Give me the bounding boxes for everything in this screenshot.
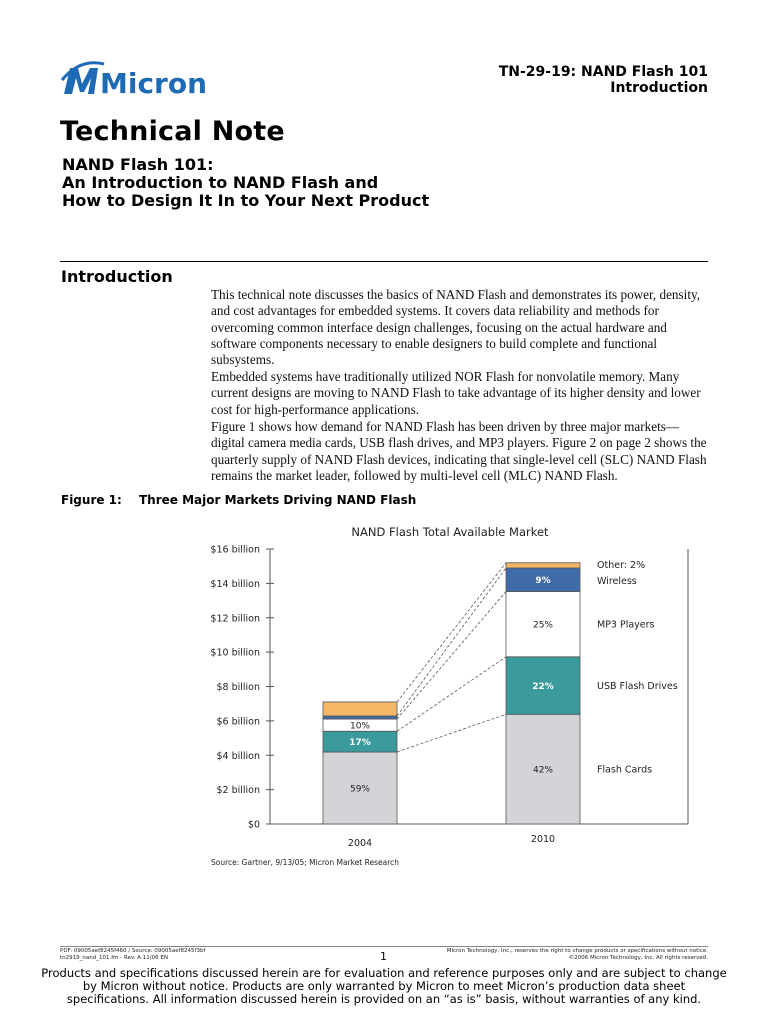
legend-label: Flash Cards: [597, 764, 653, 776]
paragraph-1: This technical note discusses the basics of NAND Flash and demonstrates its power, density, and cost advantages for embedded systems. It covers data reliability and methods for overcoming common interface design challenges, focusing on the actual hardware and software components necessary to enable designers to build complete and functional subsystems.: [211, 287, 701, 368]
bar-segment: [323, 716, 397, 719]
bar-segment: [323, 702, 397, 716]
figure-label: Figure 1:: [61, 493, 122, 507]
disclaimer: Products and specifications discussed herein are for evaluation and reference purposes only and are subject to change by Micron without notice. Products are only warranted by Micron to meet Micron’s production data sheet specifications. All information discussed herein is provided on an “as is” basis, without warranties of any kind.: [41, 966, 727, 1006]
data-label: 25%: [532, 620, 554, 631]
y-tick-label: $4 billion: [216, 750, 260, 762]
footer-left-line-2: tn2919_nand_101.fm - Rev. A 11/06 EN: [60, 955, 168, 961]
connector-line: [397, 563, 506, 702]
legend-label: MP3 Players: [597, 619, 655, 631]
footer-right-line-1: Micron Technology, Inc., reserves the right to change products or specifications without notice.: [446, 948, 708, 954]
legend-label: USB Flash Drives: [597, 681, 678, 693]
micron-logo: [60, 56, 210, 100]
figure-source: Source: Gartner, 9/13/05; Micron Market Research: [211, 858, 400, 867]
data-label: 22%: [532, 682, 554, 693]
connector-line: [397, 591, 506, 719]
subtitle-line-3: How to Design It In to Your Next Product: [62, 191, 430, 210]
y-tick-label: $16 billion: [210, 544, 260, 556]
header-right: [499, 64, 708, 96]
data-label: 9%: [535, 576, 551, 587]
y-tick-label: $2 billion: [216, 785, 260, 797]
paragraph-2: Embedded systems have traditionally utilized NOR Flash for nonvolatile memory. Many current designs are moving to NAND Flash to take advantage of its higher density and lower cost for high-performance applications.: [211, 369, 701, 417]
page-number: 1: [380, 950, 387, 963]
footer-right-line-2: ©2006 Micron Technology, Inc. All rights reserved.: [568, 955, 708, 961]
bar-segment: [506, 563, 580, 568]
page-title: Technical Note: [60, 116, 285, 147]
footer-left-line-1: PDF: 09005aef8245f460 / Source: 09005aef8245f3bf: [60, 948, 206, 954]
legend-label: Wireless: [597, 576, 637, 588]
x-tick-label: 2010: [530, 834, 556, 845]
chart-svg: [200, 520, 700, 860]
chart-title: NAND Flash Total Available Market: [351, 525, 549, 539]
doc-id: TN-29-19: NAND Flash 101: [498, 64, 708, 80]
y-tick-label: $10 billion: [210, 647, 260, 659]
footer-divider: [60, 946, 708, 947]
y-tick-label: $6 billion: [216, 716, 260, 728]
y-tick-label: $12 billion: [210, 613, 260, 625]
section-heading: Introduction: [61, 267, 173, 286]
data-label: 17%: [349, 738, 371, 749]
figure-title: Three Major Markets Driving NAND Flash: [139, 493, 417, 507]
x-tick-label: 2004: [347, 838, 373, 849]
data-label: 59%: [349, 784, 371, 795]
data-label: 42%: [532, 765, 554, 776]
subtitle-line-2: An Introduction to NAND Flash and: [62, 173, 379, 192]
logo-text: Micron: [100, 67, 208, 100]
y-tick-label: $8 billion: [216, 682, 260, 693]
y-tick-label: $14 billion: [210, 578, 260, 590]
subtitle-line-1: NAND Flash 101:: [62, 155, 214, 174]
paragraph-3: Figure 1 shows how demand for NAND Flash has been driven by three major markets—digital camera media cards, USB flash drives, and MP3 players. Figure 2 on page 2 shows the quarterly supply of NAND Flash devices, indicating that single-level cell (SLC) NAND Flash remains the market leader, followed by multi-level cell (MLC) NAND Flash.: [211, 419, 707, 483]
footer-right: [447, 948, 708, 962]
market-chart: [200, 520, 700, 860]
y-tick-label: $0: [247, 819, 260, 831]
subtitle: [62, 156, 429, 210]
footer-left: [60, 948, 205, 962]
section-divider: [60, 261, 708, 262]
data-label: 10%: [349, 721, 371, 732]
connector-line: [397, 714, 506, 752]
legend-label: Other: 2%: [597, 559, 646, 571]
doc-section: Introduction: [610, 80, 708, 96]
